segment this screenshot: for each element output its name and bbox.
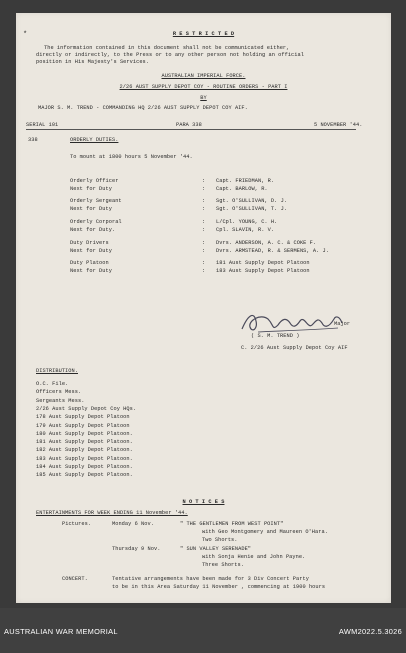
picture-1-date: Monday 6 Nov. <box>112 521 154 527</box>
duty-role: Orderly Corporal <box>70 219 122 225</box>
duty-assignee: Dvrs. ARMSTEAD, R. & SERMENS, A. J. <box>216 248 330 254</box>
distribution-item: Officers Mess. <box>36 389 82 396</box>
mount-time: To mount at 1800 hours 5 November '44. <box>70 154 193 160</box>
distribution-item: 185 Aust Supply Depot Platoon. <box>36 472 133 479</box>
duty-role: Next for Duty <box>70 268 112 274</box>
distribution-item: 183 Aust Supply Depot Platoon. <box>36 455 133 462</box>
force-heading: AUSTRALIAN IMPERIAL FORCE. <box>161 73 246 79</box>
picture-1-title: " THE GENTLEMEN FROM WEST POINT" <box>180 521 284 527</box>
duty-colon: : <box>202 186 206 192</box>
duty-role: Orderly Officer <box>70 178 119 184</box>
picture-2-extra: Three Shorts. <box>202 562 244 568</box>
duty-colon: : <box>202 248 206 254</box>
duty-colon: : <box>202 178 206 184</box>
duty-assignee: 181 Aust Supply Depot Platoon <box>216 260 310 266</box>
duty-assignee: 183 Aust Supply Depot Platoon <box>216 268 310 274</box>
duty-assignee: Cpl. SLAVIN, R. V. <box>216 227 275 233</box>
concert-line-1: Tentative arrangements have been made for 3 Div Concert Party <box>112 576 309 582</box>
document-page <box>16 13 391 603</box>
notices-heading: N O T I C E S <box>182 499 225 505</box>
by-label: BY <box>200 95 207 101</box>
picture-2-cast: with Sonja Henie and John Payne. <box>202 554 306 560</box>
duty-assignee: Sgt. O'SULLIVAN, T. J. <box>216 206 288 212</box>
duty-role: Next for Duty <box>70 206 112 212</box>
duty-colon: : <box>202 198 206 204</box>
distribution-item: 2/26 Aust Supply Depot Coy HQs. <box>36 405 137 412</box>
distribution-item: O.C. File. <box>36 381 69 387</box>
picture-1-extra: Two Shorts. <box>202 537 238 543</box>
duty-role: Next for Duty. <box>70 227 116 233</box>
header-divider <box>26 129 356 130</box>
duty-role: Duty Platoon <box>70 260 109 266</box>
distribution-item: 178 Aust Supply Depot Platoon <box>36 414 130 421</box>
duty-role: Next for Duty <box>70 186 112 192</box>
order-date: 5 NOVEMBER '44. <box>314 122 363 128</box>
duty-role: Next for Duty <box>70 248 112 254</box>
concert-label: CONCERT. <box>62 576 88 582</box>
distribution-heading: DISTRIBUTION. <box>36 368 78 374</box>
distribution-item: 182 Aust Supply Depot Platoon. <box>36 447 133 454</box>
distribution-item: 180 Aust Supply Depot Platoon. <box>36 430 133 437</box>
duty-role: Duty Drivers <box>70 240 109 246</box>
restricted-heading: R E S T R I C T E D <box>172 31 235 37</box>
concert-line-2: to be in this Area Saturday 11 November , commencing at 1900 hours <box>112 584 326 590</box>
orderly-duties-heading: ORDERLY DUTIES. <box>70 137 119 143</box>
footer-accession-number: AWM2022.5.3026 <box>338 627 402 636</box>
duty-colon: : <box>202 227 206 233</box>
notice-line-3: position in His Majesty's Services. <box>36 59 150 65</box>
notice-line-1: The information contained in this document shall not be communicated either, <box>44 45 290 51</box>
serial-number: SERIAL 101 <box>26 122 59 128</box>
pictures-label: Pictures. <box>62 521 92 527</box>
signatory-title: C. 2/26 Aust Supply Depot Coy AIF <box>241 345 348 351</box>
duty-colon: : <box>202 268 206 274</box>
distribution-item: 181 Aust Supply Depot Platoon. <box>36 439 133 446</box>
commander-line: MAJOR S. M. TREND - COMMANDING HQ 2/26 AUST SUPPLY DEPOT COY AIF. <box>38 105 248 111</box>
signatory-name: ( S. M. TREND ) <box>251 333 300 339</box>
duty-assignee: Sgt. O'SULLIVAN, D. J. <box>216 198 288 204</box>
distribution-item: 179 Aust Supply Depot Platoon <box>36 422 130 429</box>
duty-assignee: Dvrs. ANDERSON, A. C. & COKE F. <box>216 240 317 246</box>
duty-role: Orderly Sergeant <box>70 198 122 204</box>
notice-line-2: directly or indirectly, to the Press or to any other person not holding an official <box>36 52 304 58</box>
duty-colon: : <box>202 219 206 225</box>
picture-2-date: Thursday 9 Nov. <box>112 546 161 552</box>
entertainment-heading: ENTERTAINMENTS FOR WEEK ENDING 11 November '44. <box>36 510 188 516</box>
distribution-item: Sergeants Mess. <box>36 397 85 404</box>
duty-assignee: Capt. FRIEDMAN, R. <box>216 178 275 184</box>
para-number: PARA 338 <box>176 122 202 128</box>
signatory-rank: Major <box>334 321 351 327</box>
asterisk-mark: * <box>23 31 28 39</box>
picture-1-cast: with Geo Montgomery and Maureen O'Hara. <box>202 529 328 535</box>
para-338: 338 <box>28 137 38 143</box>
unit-orders-heading: 2/26 AUST SUPPLY DEPOT COY - ROUTINE ORDERS - PART I <box>119 84 288 90</box>
duty-colon: : <box>202 240 206 246</box>
duty-colon: : <box>202 260 206 266</box>
picture-2-title: " SUN VALLEY SERENADE" <box>180 546 252 552</box>
duty-assignee: Capt. BARLOW, R. <box>216 186 268 192</box>
duty-assignee: L/Cpl. YOUNG, C. H. <box>216 219 278 225</box>
footer-institution: AUSTRALIAN WAR MEMORIAL <box>4 627 118 636</box>
duty-colon: : <box>202 206 206 212</box>
distribution-item: 184 Aust Supply Depot Platoon. <box>36 464 133 470</box>
